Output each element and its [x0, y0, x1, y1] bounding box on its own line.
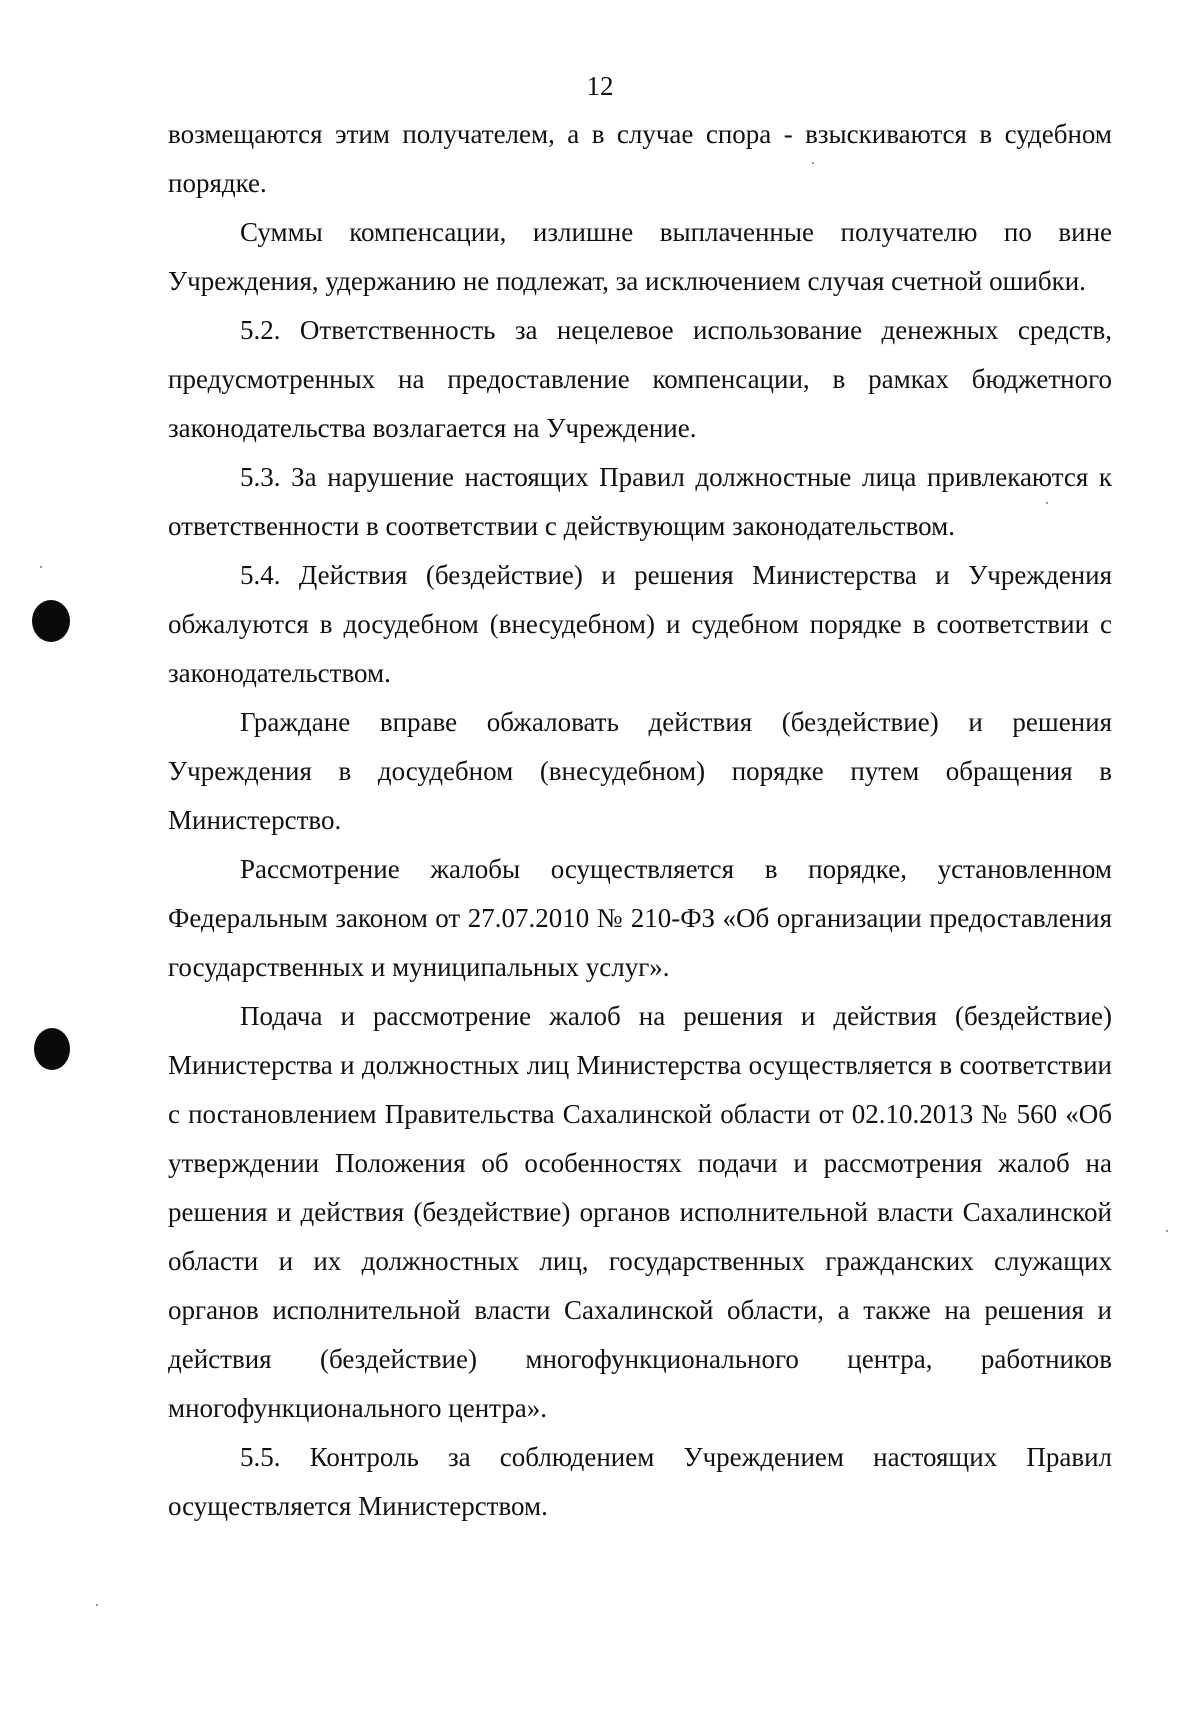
scan-speck	[40, 566, 42, 568]
page-number: 12	[586, 71, 614, 101]
paragraph-8: Подача и рассмотрение жалоб на решения и действия (бездействие) Министерства и должностных лиц Министерства осуществляется в соответствии с постановлением Правительства Сахалинской области от 02.10.2013 № 560 «Об утверждении Положения об особенностях подачи и рассмотрения жалоб на решения и действия (бездействие) органов исполнительной власти Сахалинской области и их должностных лиц, государственных гражданских служащих органов исполнительной власти Сахалинской области, а также на решения и действия (бездействие) многофункционального центра, работников многофункционального центра».	[168, 1001, 1112, 1423]
paragraph-2: Суммы компенсации, излишне выплаченные получателю по вине Учреждения, удержанию не подлежат, за исключением случая счетной ошибки.	[168, 217, 1112, 296]
paragraph-4: 5.3. За нарушение настоящих Правил должностные лица привлекаются к ответственности в соответствии с действующим законодательством.	[168, 462, 1112, 541]
paragraph-1: возмещаются этим получателем, а в случае спора - взыскиваются в судебном порядке.	[168, 119, 1112, 198]
paragraph-3: 5.2. Ответственность за нецелевое использование денежных средств, предусмотренных на предоставление компенсации, в рамках бюджетного законодательства возлагается на Учреждение.	[168, 315, 1112, 443]
paragraph-6: Граждане вправе обжаловать действия (бездействие) и решения Учреждения в досудебном (внесудебном) порядке путем обращения в Министерство.	[168, 707, 1112, 835]
paragraph-9: 5.5. Контроль за соблюдением Учреждением настоящих Правил осуществляется Министерством.	[168, 1442, 1112, 1521]
paragraph-5: 5.4. Действия (бездействие) и решения Министерства и Учреждения обжалуются в досудебном (внесудебном) и судебном порядке в соответствии с законодательством.	[168, 560, 1112, 688]
hole-punch-top	[32, 600, 70, 642]
document-body	[168, 110, 1112, 1531]
paragraph-7: Рассмотрение жалобы осуществляется в порядке, установленном Федеральным законом от 27.07.2010 № 210-ФЗ «Об организации предоставления государственных и муниципальных услуг».	[168, 854, 1112, 982]
scan-speck	[96, 1604, 98, 1606]
hole-punch-bottom	[34, 1028, 70, 1070]
scan-speck	[1166, 1230, 1168, 1232]
